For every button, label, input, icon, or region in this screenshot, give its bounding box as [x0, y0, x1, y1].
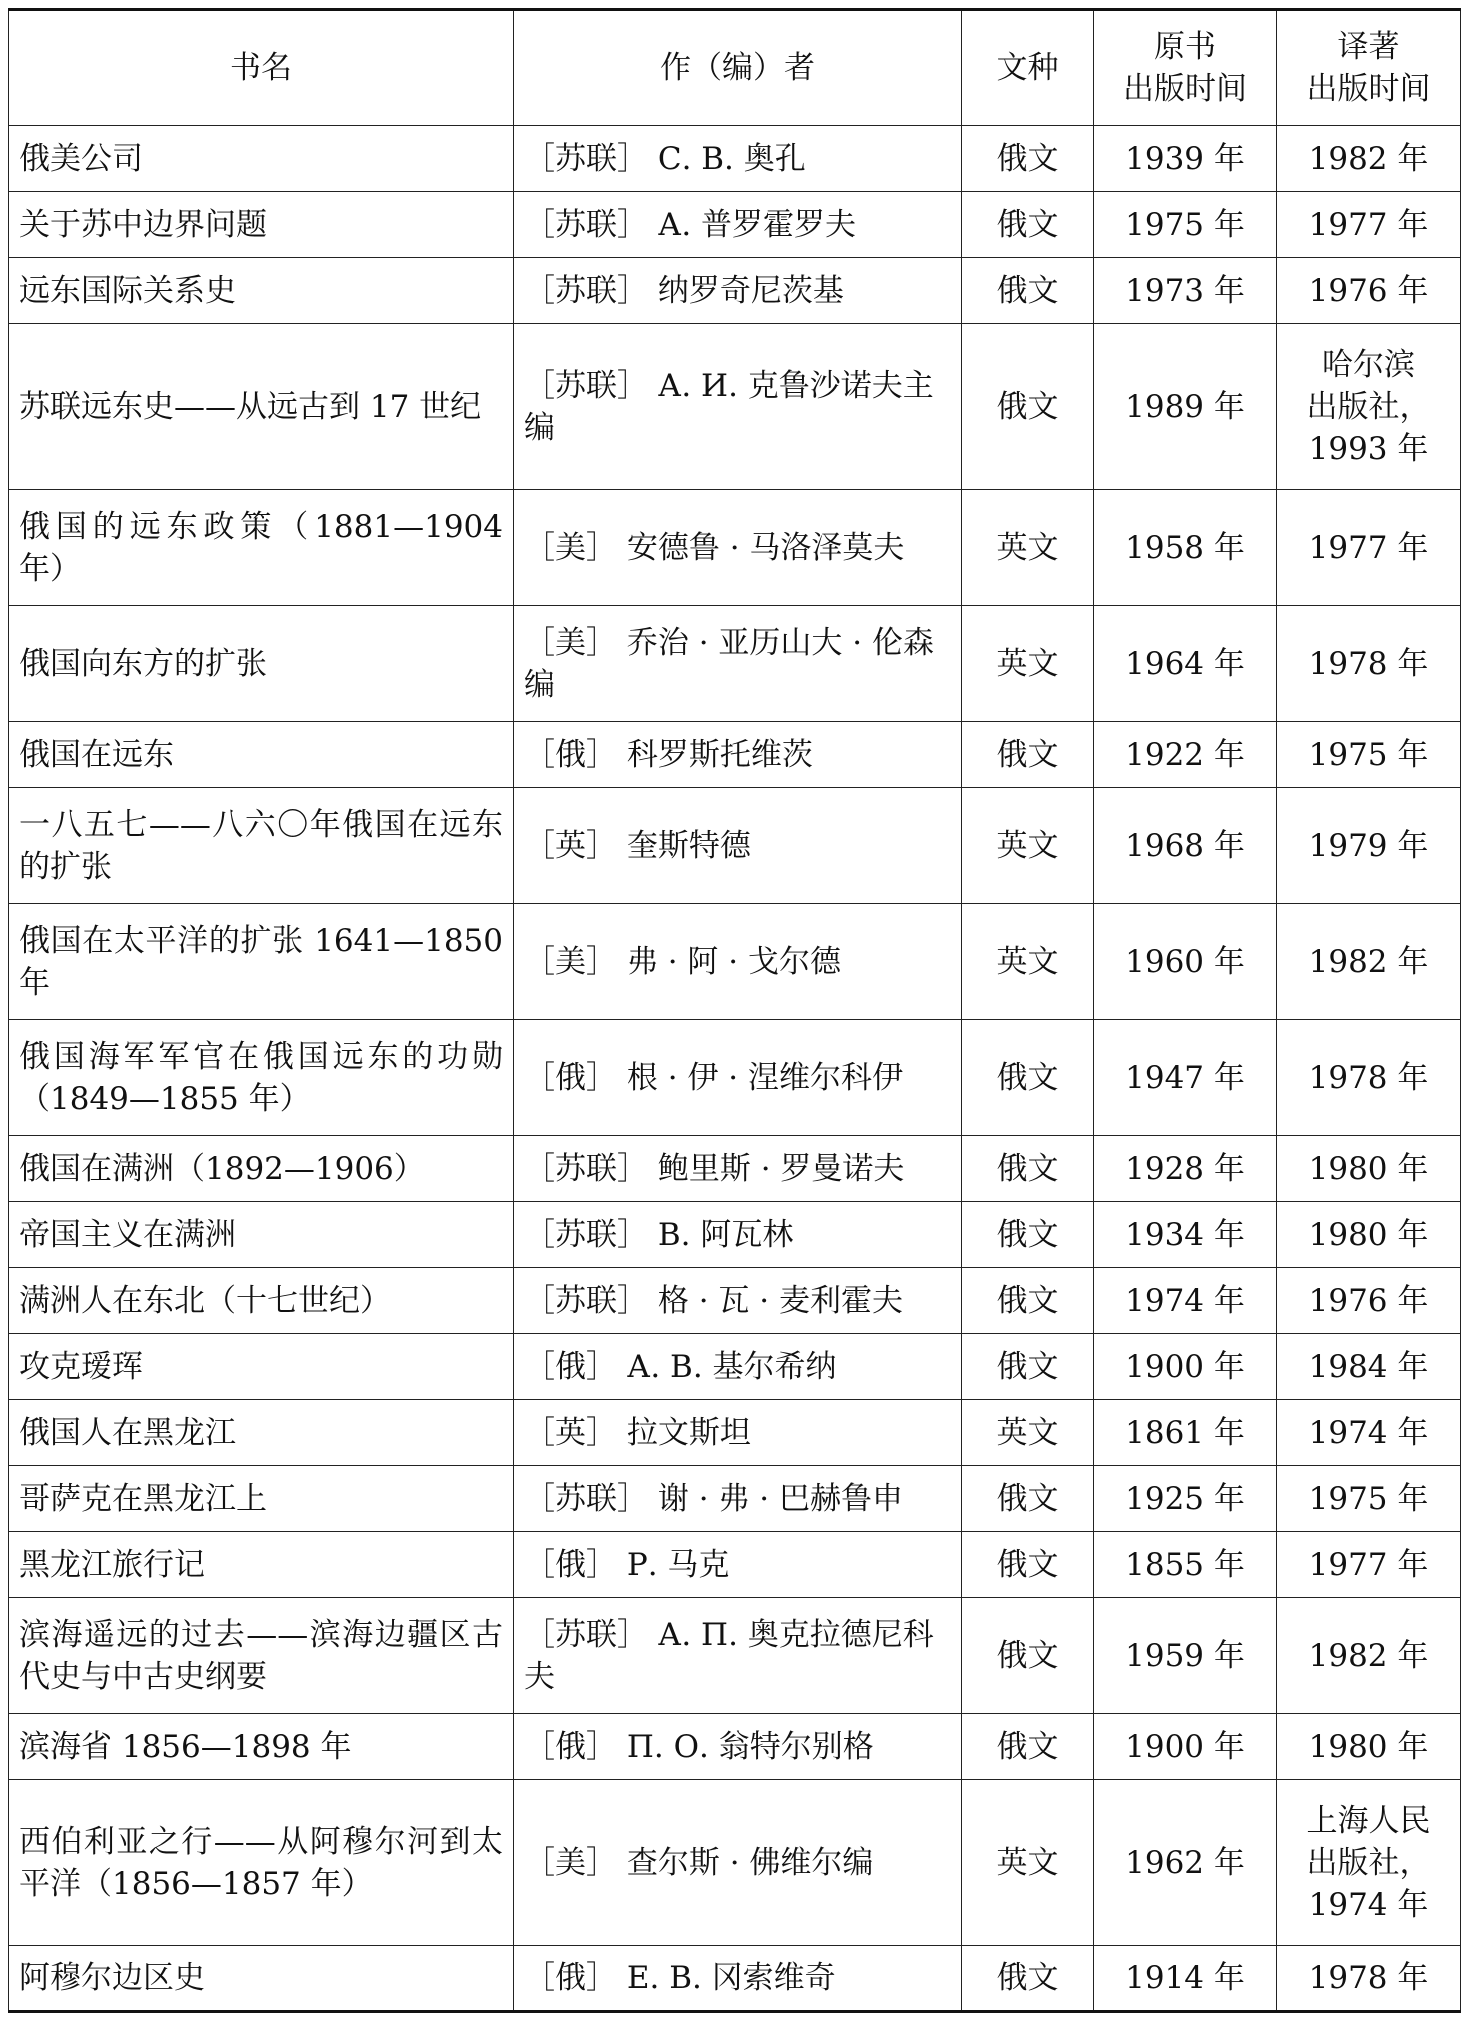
- book-table: [8, 8, 1461, 2013]
- book-title-cell: 一八五七——八六〇年俄国在远东的扩张: [9, 788, 514, 904]
- translation-year-line: 出版社，: [1306, 388, 1431, 425]
- table-row: [9, 606, 1461, 722]
- author-cell: ［苏联］ А. 普罗霍罗夫: [514, 192, 962, 258]
- author-cell: ［俄］ Е. В. 冈索维奇: [514, 1946, 962, 2012]
- translation-year-line: 1979 年: [1308, 827, 1429, 864]
- book-title-cell: 俄国海军军官在俄国远东的功勋（1849—1855 年）: [9, 1020, 514, 1136]
- book-title-cell: 远东国际关系史: [9, 258, 514, 324]
- translation-year-cell: [1277, 1780, 1461, 1946]
- author-cell: ［美］ 查尔斯 · 佛维尔编: [514, 1780, 962, 1946]
- translation-year-cell: [1277, 1598, 1461, 1714]
- translation-year-cell: [1277, 126, 1461, 192]
- table-row: [9, 722, 1461, 788]
- translation-year-cell: [1277, 1334, 1461, 1400]
- translation-year-line: 上海人民: [1306, 1802, 1431, 1839]
- table-row: [9, 1946, 1461, 2012]
- translation-year-cell: [1277, 324, 1461, 490]
- original-year-cell: 1922 年: [1094, 722, 1277, 788]
- author-cell: ［俄］ П. О. 翁特尔别格: [514, 1714, 962, 1780]
- translation-year-cell: [1277, 490, 1461, 606]
- original-year-cell: 1960 年: [1094, 904, 1277, 1020]
- language-cell: 俄文: [962, 324, 1094, 490]
- language-cell: 俄文: [962, 1020, 1094, 1136]
- translation-year-cell: [1277, 1532, 1461, 1598]
- book-title-cell: 哥萨克在黑龙江上: [9, 1466, 514, 1532]
- header-original-year-line2: 出版时间: [1123, 71, 1247, 107]
- table-row: [9, 788, 1461, 904]
- original-year-cell: 1861 年: [1094, 1400, 1277, 1466]
- book-title-cell: 阿穆尔边区史: [9, 1946, 514, 2012]
- book-title-cell: 滨海遥远的过去——滨海边疆区古代史与中古史纲要: [9, 1598, 514, 1714]
- language-cell: 俄文: [962, 258, 1094, 324]
- author-cell: ［美］ 弗 · 阿 · 戈尔德: [514, 904, 962, 1020]
- header-original-year-line1: 原书: [1154, 29, 1216, 65]
- language-cell: 俄文: [962, 1466, 1094, 1532]
- translation-year-line: 1982 年: [1308, 943, 1429, 980]
- language-cell: 俄文: [962, 1946, 1094, 2012]
- table-row: [9, 1020, 1461, 1136]
- table-row: [9, 1780, 1461, 1946]
- language-cell: 俄文: [962, 1334, 1094, 1400]
- author-cell: ［美］ 安德鲁 · 马洛泽莫夫: [514, 490, 962, 606]
- header-original-year: [1094, 10, 1277, 126]
- language-cell: 英文: [962, 1400, 1094, 1466]
- author-cell: ［美］ 乔治 · 亚历山大 · 伦森编: [514, 606, 962, 722]
- language-cell: 俄文: [962, 1532, 1094, 1598]
- table-row: [9, 1400, 1461, 1466]
- translation-year-line: 1978 年: [1308, 1059, 1429, 1096]
- table-row: [9, 1532, 1461, 1598]
- translation-year-cell: [1277, 904, 1461, 1020]
- original-year-cell: 1900 年: [1094, 1714, 1277, 1780]
- author-cell: ［苏联］ 纳罗奇尼茨基: [514, 258, 962, 324]
- book-title-cell: 俄国在太平洋的扩张 1641—1850 年: [9, 904, 514, 1020]
- translation-year-line: 1974 年: [1308, 1414, 1429, 1451]
- translation-year-line: 1993 年: [1308, 430, 1429, 467]
- author-cell: ［英］ 奎斯特德: [514, 788, 962, 904]
- header-translation-year-line2: 出版时间: [1306, 71, 1431, 107]
- author-cell: ［英］ 拉文斯坦: [514, 1400, 962, 1466]
- original-year-cell: 1939 年: [1094, 126, 1277, 192]
- header-title: 书名: [9, 10, 514, 126]
- book-title-cell: 帝国主义在满洲: [9, 1202, 514, 1268]
- table-body: [9, 126, 1461, 2012]
- author-cell: ［苏联］ С. В. 奥孔: [514, 126, 962, 192]
- translation-year-cell: [1277, 1020, 1461, 1136]
- original-year-cell: 1973 年: [1094, 258, 1277, 324]
- original-year-cell: 1964 年: [1094, 606, 1277, 722]
- language-cell: 英文: [962, 904, 1094, 1020]
- book-title-cell: 俄美公司: [9, 126, 514, 192]
- original-year-cell: 1975 年: [1094, 192, 1277, 258]
- translation-year-line: 1982 年: [1308, 1637, 1429, 1674]
- author-cell: ［苏联］ 格 · 瓦 · 麦利霍夫: [514, 1268, 962, 1334]
- original-year-cell: 1947 年: [1094, 1020, 1277, 1136]
- table-row: [9, 324, 1461, 490]
- original-year-cell: 1914 年: [1094, 1946, 1277, 2012]
- author-cell: ［俄］ 科罗斯托维茨: [514, 722, 962, 788]
- book-title-cell: 苏联远东史——从远古到 17 世纪: [9, 324, 514, 490]
- translation-year-line: 哈尔滨: [1322, 346, 1415, 383]
- book-title-cell: 滨海省 1856—1898 年: [9, 1714, 514, 1780]
- table-row: [9, 904, 1461, 1020]
- language-cell: 俄文: [962, 126, 1094, 192]
- original-year-cell: 1934 年: [1094, 1202, 1277, 1268]
- table-row: [9, 192, 1461, 258]
- book-title-cell: 西伯利亚之行——从阿穆尔河到太平洋（1856—1857 年）: [9, 1780, 514, 1946]
- table-row: [9, 490, 1461, 606]
- original-year-cell: 1900 年: [1094, 1334, 1277, 1400]
- author-cell: ［俄］ 根 · 伊 · 涅维尔科伊: [514, 1020, 962, 1136]
- translation-year-line: 出版社，: [1306, 1844, 1431, 1881]
- translation-year-line: 1976 年: [1308, 272, 1429, 309]
- book-title-cell: 俄国的远东政策（1881—1904 年）: [9, 490, 514, 606]
- translation-year-line: 1977 年: [1308, 206, 1429, 243]
- translation-year-line: 1974 年: [1308, 1886, 1429, 1923]
- translation-year-line: 1977 年: [1308, 529, 1429, 566]
- translation-year-cell: [1277, 788, 1461, 904]
- author-cell: ［苏联］ В. 阿瓦林: [514, 1202, 962, 1268]
- translation-year-line: 1976 年: [1308, 1282, 1429, 1319]
- language-cell: 英文: [962, 490, 1094, 606]
- table-row: [9, 1714, 1461, 1780]
- table-row: [9, 126, 1461, 192]
- translation-year-cell: [1277, 1202, 1461, 1268]
- translation-year-cell: [1277, 1714, 1461, 1780]
- translation-year-cell: [1277, 1268, 1461, 1334]
- language-cell: 俄文: [962, 722, 1094, 788]
- book-title-cell: 满洲人在东北（十七世纪）: [9, 1268, 514, 1334]
- language-cell: 英文: [962, 788, 1094, 904]
- header-author: 作（编）者: [514, 10, 962, 126]
- translation-year-cell: [1277, 1400, 1461, 1466]
- language-cell: 俄文: [962, 1598, 1094, 1714]
- author-cell: ［苏联］ А. И. 克鲁沙诺夫主编: [514, 324, 962, 490]
- original-year-cell: 1959 年: [1094, 1598, 1277, 1714]
- translation-year-cell: [1277, 606, 1461, 722]
- language-cell: 俄文: [962, 1136, 1094, 1202]
- translation-year-line: 1978 年: [1308, 645, 1429, 682]
- author-cell: ［俄］ А. В. 基尔希纳: [514, 1334, 962, 1400]
- author-cell: ［苏联］ А. П. 奥克拉德尼科夫: [514, 1598, 962, 1714]
- translation-year-line: 1977 年: [1308, 1546, 1429, 1583]
- original-year-cell: 1968 年: [1094, 788, 1277, 904]
- translation-year-cell: [1277, 192, 1461, 258]
- translation-year-line: 1984 年: [1308, 1348, 1429, 1385]
- translation-year-line: 1975 年: [1308, 1480, 1429, 1517]
- language-cell: 英文: [962, 1780, 1094, 1946]
- translation-year-cell: [1277, 1136, 1461, 1202]
- author-cell: ［苏联］ 鲍里斯 · 罗曼诺夫: [514, 1136, 962, 1202]
- original-year-cell: 1962 年: [1094, 1780, 1277, 1946]
- translation-year-line: 1978 年: [1308, 1960, 1429, 1996]
- language-cell: 俄文: [962, 1714, 1094, 1780]
- table-row: [9, 1136, 1461, 1202]
- table-header: [9, 10, 1461, 126]
- language-cell: 俄文: [962, 1268, 1094, 1334]
- original-year-cell: 1925 年: [1094, 1466, 1277, 1532]
- original-year-cell: 1974 年: [1094, 1268, 1277, 1334]
- language-cell: 俄文: [962, 1202, 1094, 1268]
- original-year-cell: 1928 年: [1094, 1136, 1277, 1202]
- translation-year-cell: [1277, 258, 1461, 324]
- book-title-cell: 俄国人在黑龙江: [9, 1400, 514, 1466]
- header-row: [9, 10, 1461, 126]
- book-title-cell: 关于苏中边界问题: [9, 192, 514, 258]
- table-row: [9, 1268, 1461, 1334]
- translation-year-cell: [1277, 1946, 1461, 2012]
- author-cell: ［苏联］ 谢 · 弗 · 巴赫鲁申: [514, 1466, 962, 1532]
- header-translation-year: [1277, 10, 1461, 126]
- book-title-cell: 俄国在满洲（1892—1906）: [9, 1136, 514, 1202]
- author-cell: ［俄］ Р. 马克: [514, 1532, 962, 1598]
- translation-year-line: 1975 年: [1308, 736, 1429, 773]
- translation-year-line: 1980 年: [1308, 1150, 1429, 1187]
- table-row: [9, 1466, 1461, 1532]
- language-cell: 俄文: [962, 192, 1094, 258]
- translation-year-line: 1980 年: [1308, 1216, 1429, 1253]
- table-row: [9, 1598, 1461, 1714]
- book-title-cell: 俄国在远东: [9, 722, 514, 788]
- translation-year-line: 1982 年: [1308, 140, 1429, 177]
- book-title-cell: 黑龙江旅行记: [9, 1532, 514, 1598]
- table-row: [9, 1334, 1461, 1400]
- translation-year-cell: [1277, 1466, 1461, 1532]
- language-cell: 英文: [962, 606, 1094, 722]
- original-year-cell: 1958 年: [1094, 490, 1277, 606]
- translation-year-cell: [1277, 722, 1461, 788]
- table-row: [9, 258, 1461, 324]
- translation-year-line: 1980 年: [1308, 1728, 1429, 1765]
- table-row: [9, 1202, 1461, 1268]
- book-title-cell: 俄国向东方的扩张: [9, 606, 514, 722]
- book-title-cell: 攻克瑷珲: [9, 1334, 514, 1400]
- original-year-cell: 1989 年: [1094, 324, 1277, 490]
- header-translation-year-line1: 译著: [1337, 29, 1400, 65]
- document-page: [8, 8, 1460, 2013]
- header-language: 文种: [962, 10, 1094, 126]
- original-year-cell: 1855 年: [1094, 1532, 1277, 1598]
